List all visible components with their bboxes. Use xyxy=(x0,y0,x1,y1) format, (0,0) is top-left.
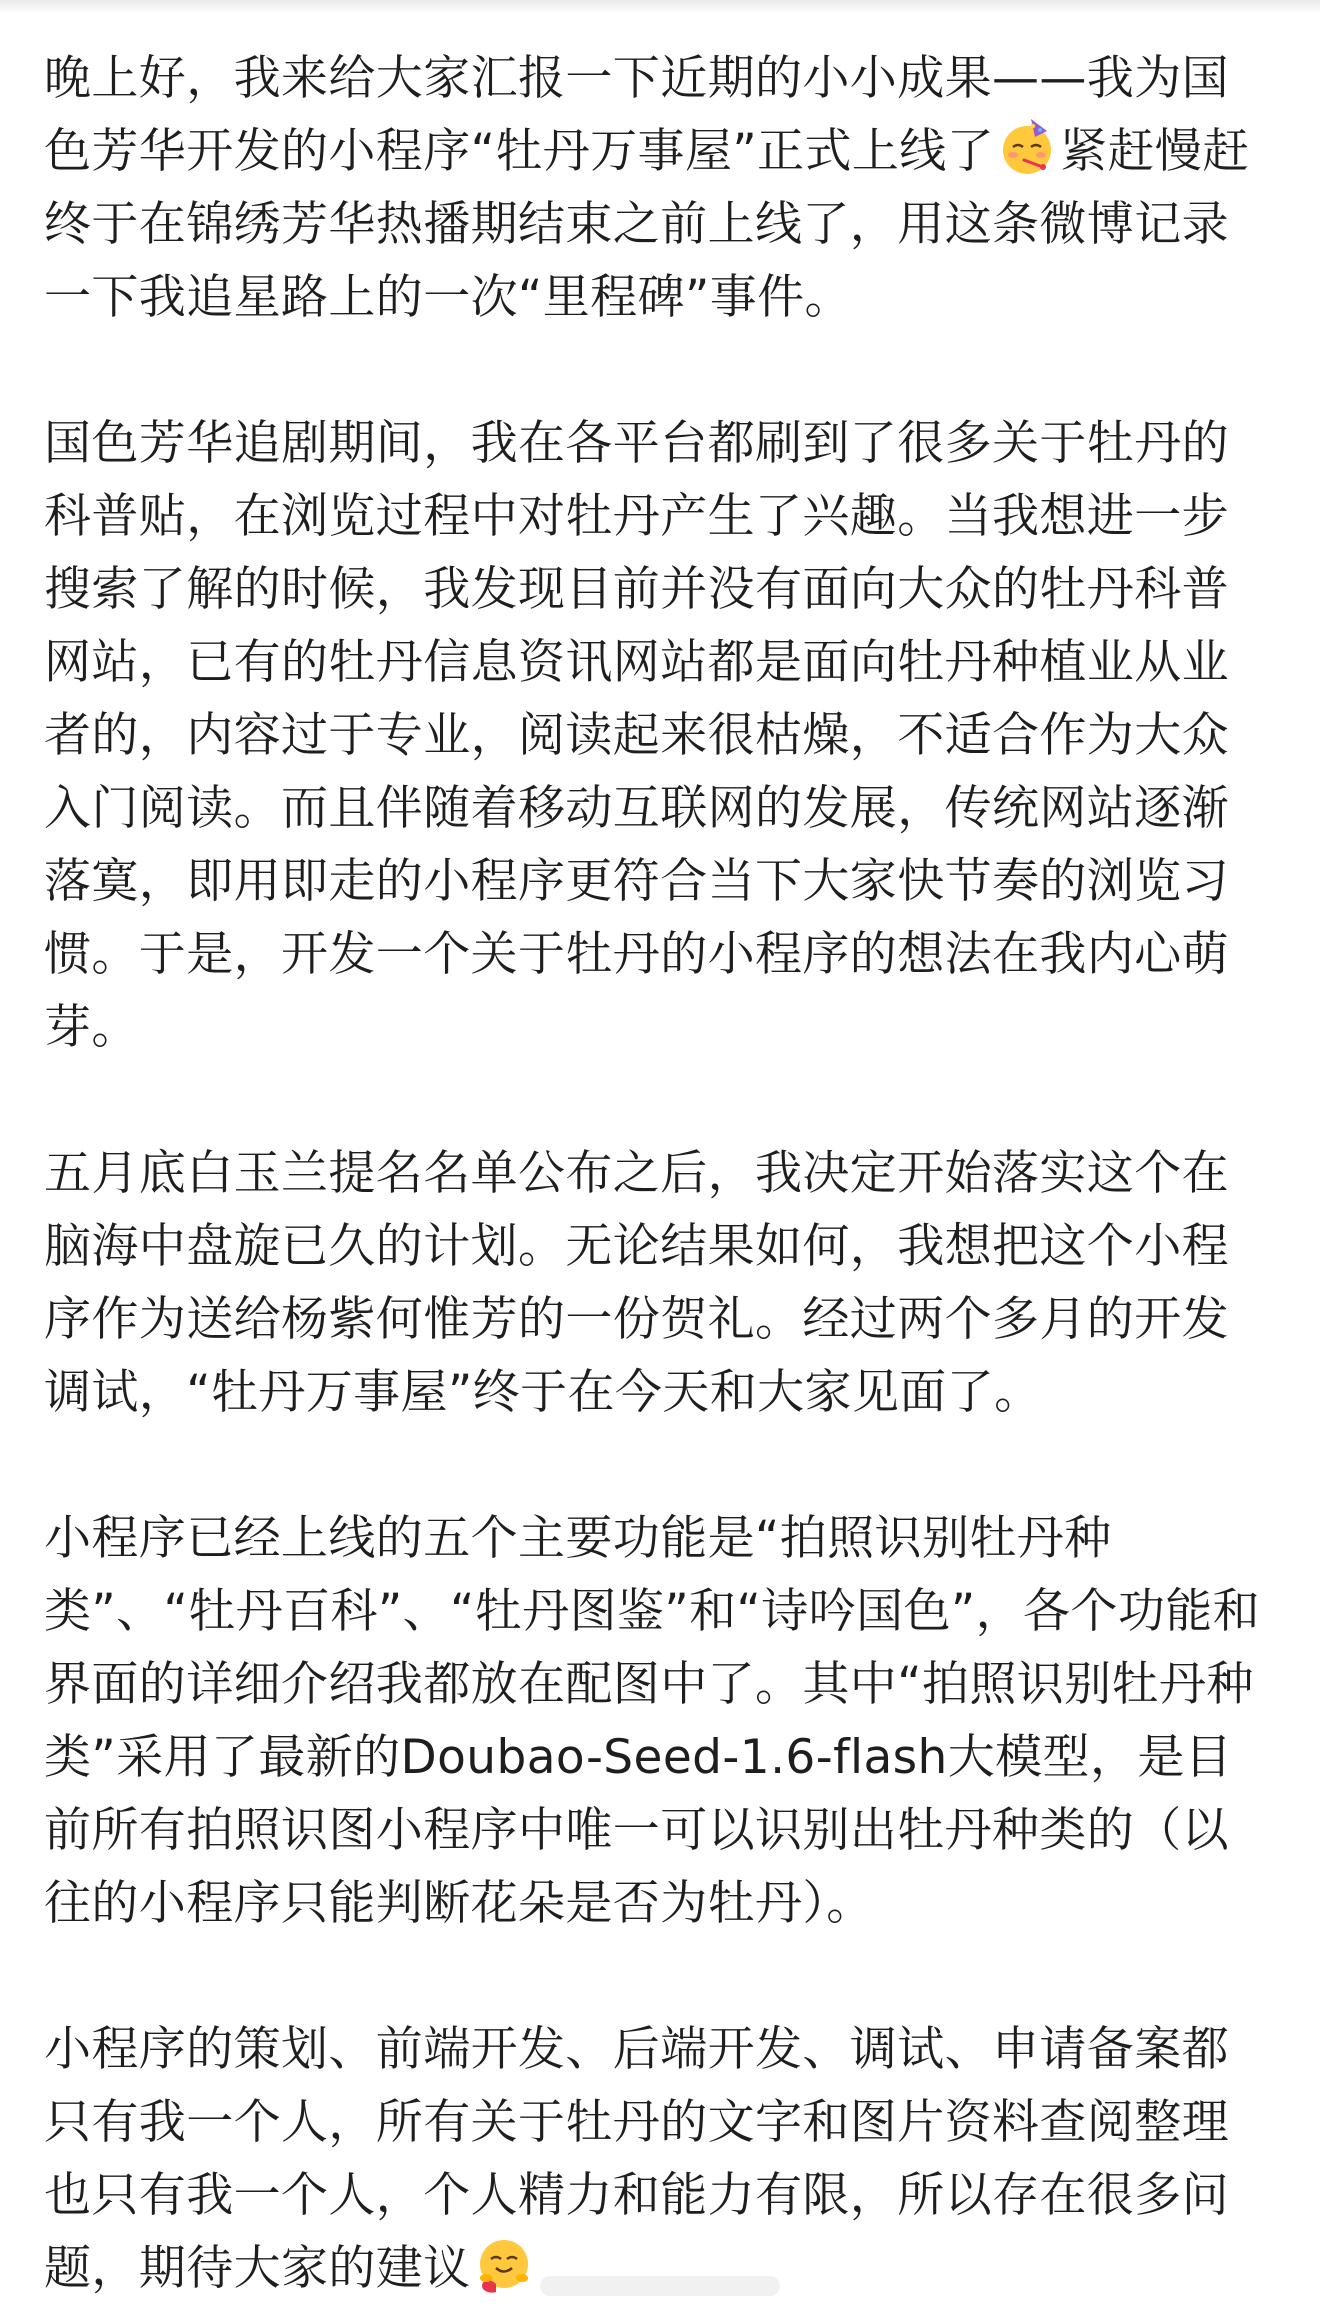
hugging-face-emoji-icon xyxy=(474,2234,534,2294)
top-edge xyxy=(0,0,1320,14)
post-paragraph-3: 五月底白玉兰提名名单公布之后，我决定开始落实这个在脑海中盘旋已久的计划。无论结果如何，我想把这个小程序作为送给杨紫何惟芳的一份贺礼。经过两个多月的开发调试，“牡丹万事屋”终于在今天和大家见面了。 xyxy=(44,1146,1229,1420)
bottom-faded-bar xyxy=(540,2276,780,2296)
post-paragraph-1 xyxy=(44,42,1276,334)
post-paragraph-4: 小程序已经上线的五个主要功能是“拍照识别牡丹种类”、“牡丹百科”、“牡丹图鉴”和“诗吟国色”，各个功能和界面的详细介绍我都放在配图中了。其中“拍照识别牡丹种类”采用了最新的Doubao-Seed-1.6-flash大模型，是目前所有拍照识图小程序中唯一可以识别出牡丹种类的（以往的小程序只能判断花朵是否为牡丹）。 xyxy=(44,1511,1261,1931)
post-paragraph-5 xyxy=(44,2013,1276,2305)
post-paragraph-2: 国色芳华追剧期间，我在各平台都刷到了很多关于牡丹的科普贴，在浏览过程中对牡丹产生了兴趣。当我想进一步搜索了解的时候，我发现目前并没有面向大众的牡丹科普网站，已有的牡丹信息资讯网站都是面向牡丹种植业从业者的，内容过于专业，阅读起来很枯燥，不适合作为大众入门阅读。而且伴随着移动互联网的发展，传统网站逐渐落寞，即用即走的小程序更符合当下大家快节奏的浏览习惯。于是，开发一个关于牡丹的小程序的想法在我内心萌芽。 xyxy=(44,416,1229,1055)
party-face-emoji-icon xyxy=(997,117,1057,177)
paragraph-5-text-before: 小程序的策划、前端开发、后端开发、调试、申请备案都只有我一个人，所有关于牡丹的文字和图片资料查阅整理也只有我一个人，个人精力和能力有限，所以存在很多问题，期待大家的建议 xyxy=(44,2022,1229,2296)
weibo-post-body xyxy=(44,42,1276,2305)
paragraph-1-text-after: 紧赶慢赶终于在锦绣芳华热播期结束之前上线了，用这条微博记录一下我追星路上的一次“里程碑”事件。 xyxy=(44,124,1250,325)
paragraph-1-text-before: 晚上好，我来给大家汇报一下近期的小小成果——我为国色芳华开发的小程序“牡丹万事屋”正式上线了 xyxy=(44,51,1229,179)
